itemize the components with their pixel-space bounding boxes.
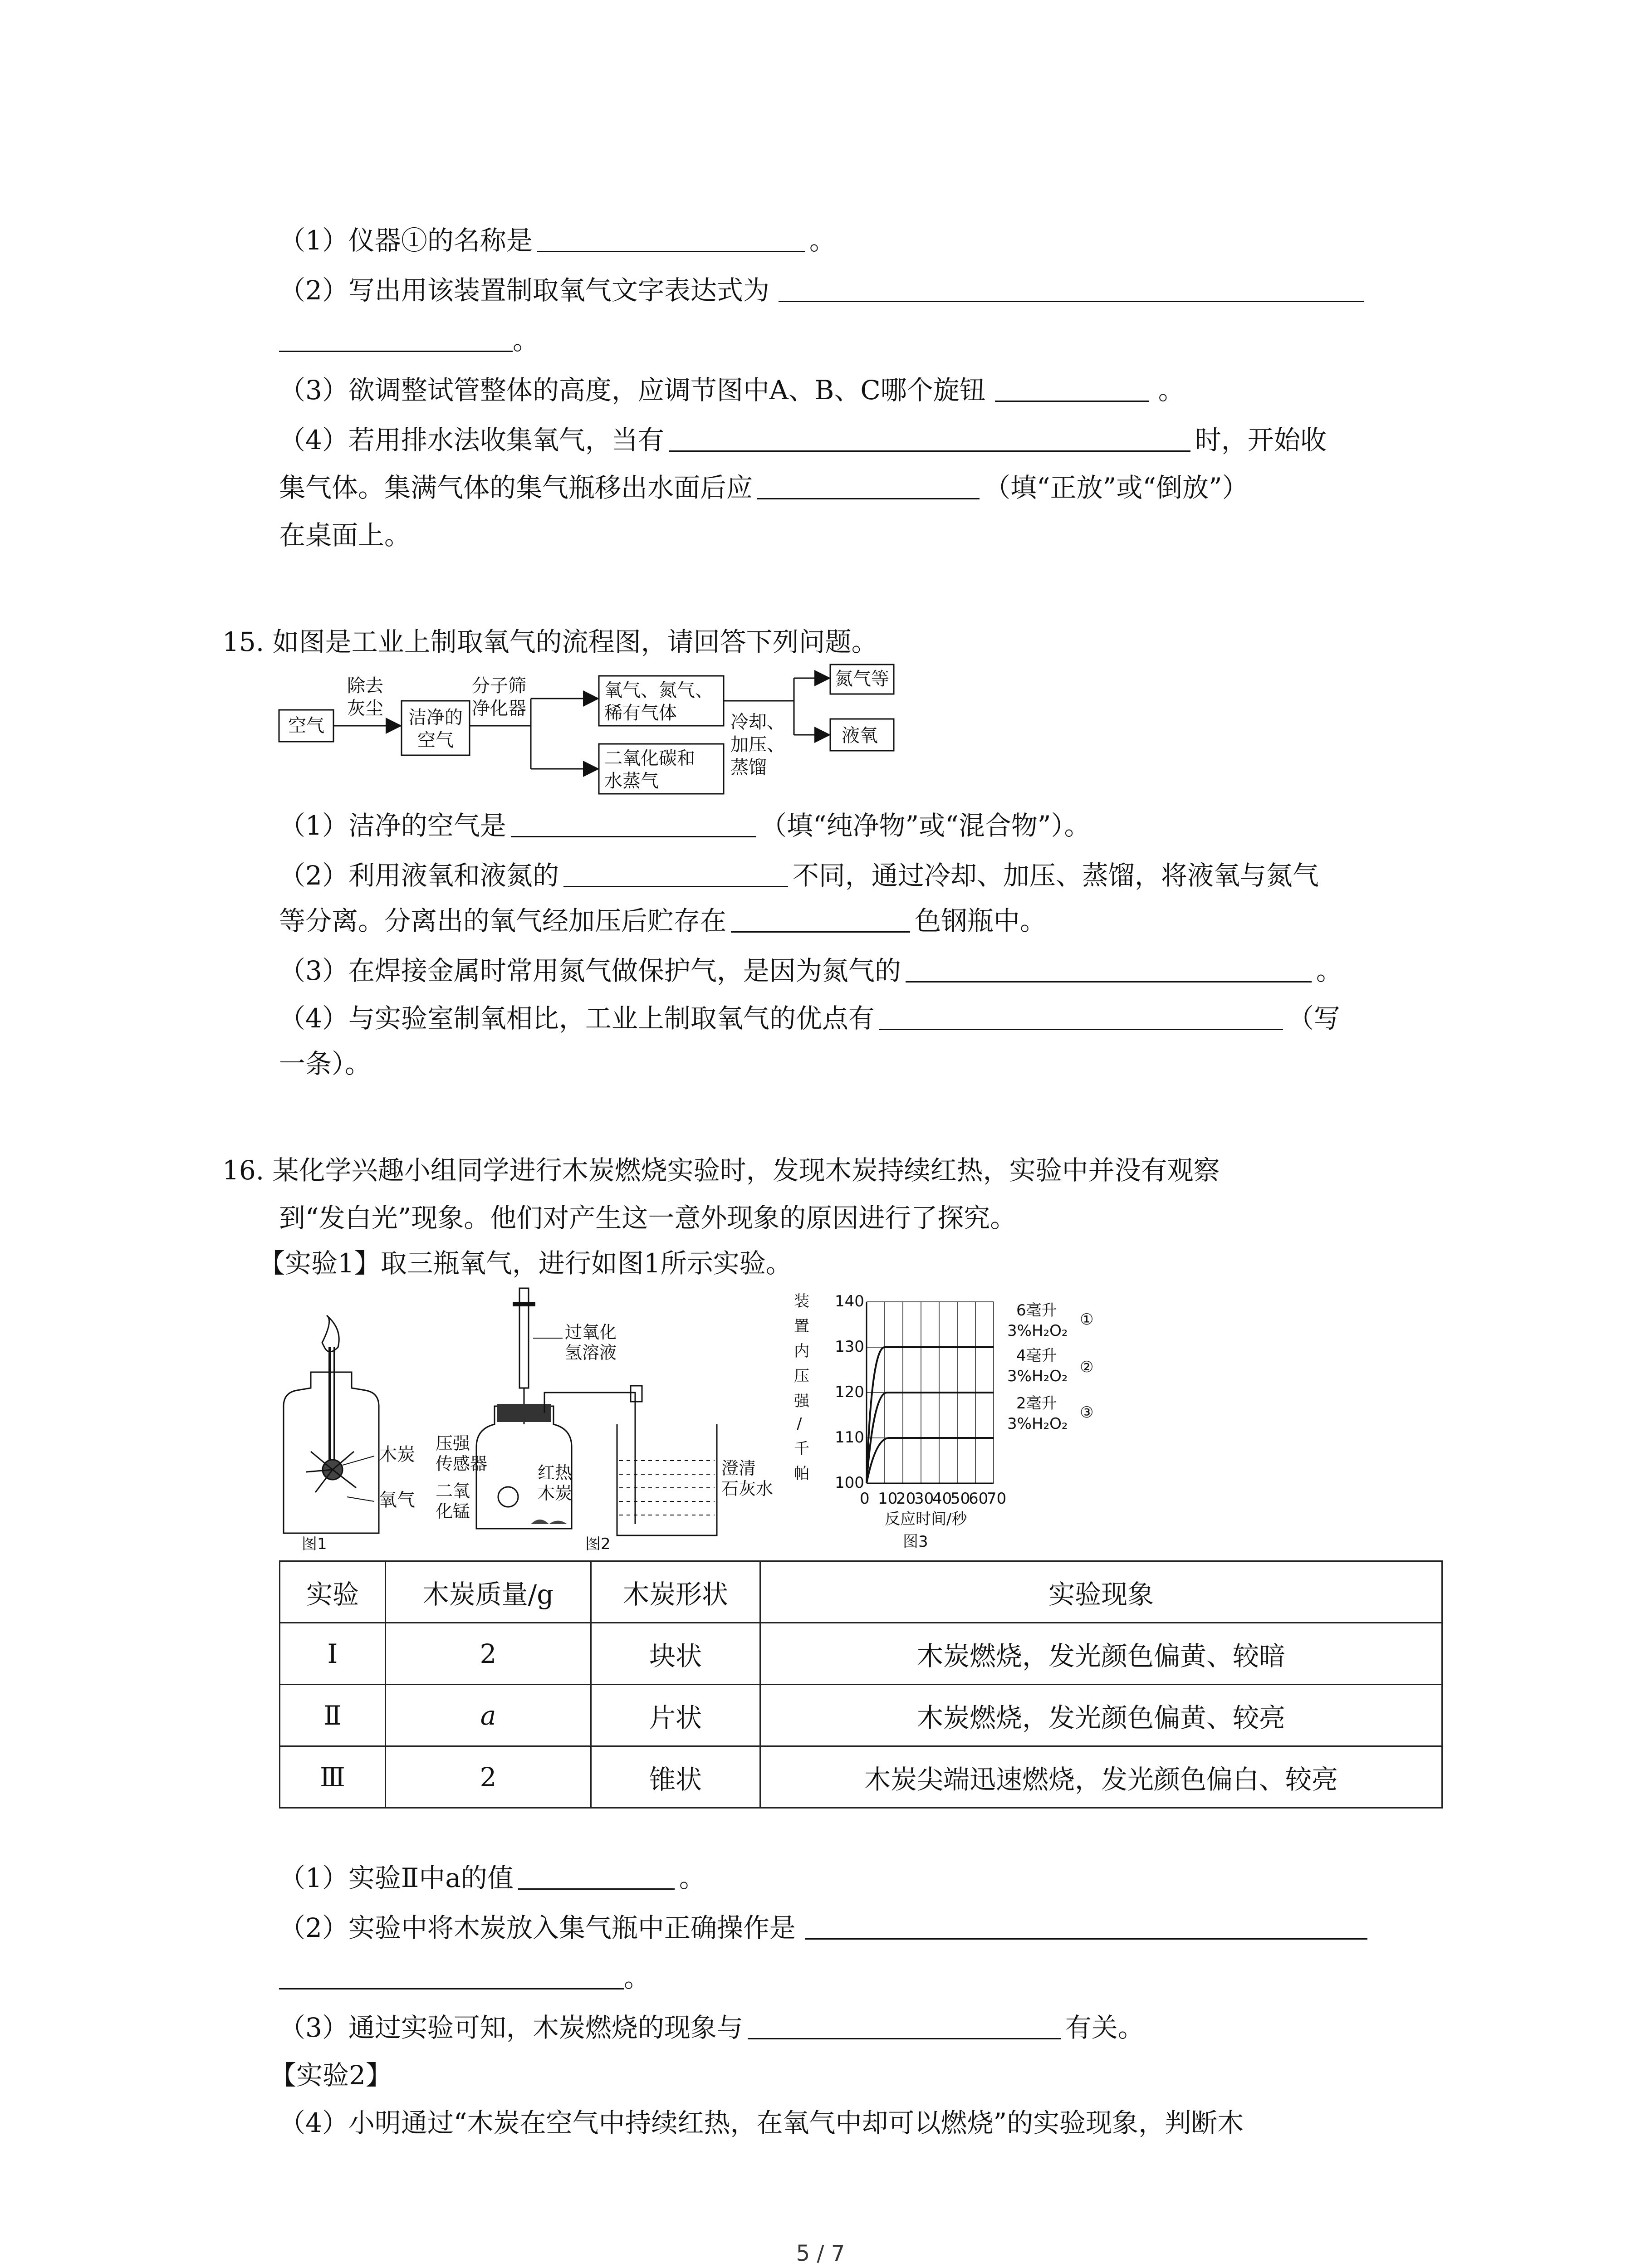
answer-blank[interactable] — [805, 1910, 1367, 1940]
nitrogen-label: 氮气等 — [835, 669, 889, 689]
svg-text:装: 装 — [794, 1292, 809, 1310]
y-tick-120: 120 — [835, 1383, 864, 1401]
q15-stem: 15. 如图是工业上制取氧气的流程图，请回答下列问题。 — [222, 626, 878, 657]
q16-part3: （3）通过实验可知，木炭燃烧的现象与 有关。 — [279, 2009, 1144, 2046]
x-tick-20: 20 — [896, 1490, 916, 1508]
cell-experiment: Ⅲ — [280, 1746, 386, 1808]
cell-mass: 2 — [386, 1623, 591, 1685]
q14-part4: （4）若用排水法收集氧气，当有 时，开始收 — [279, 422, 1327, 458]
delivery-tube — [544, 1393, 635, 1433]
svg-text:强: 强 — [794, 1392, 809, 1410]
cell-shape: 锥状 — [591, 1746, 760, 1808]
header-experiment: 实验 — [280, 1561, 386, 1623]
label-hot-charcoal-1: 红热 — [538, 1463, 573, 1483]
legend-4ml-2: 3%H₂O₂ — [1007, 1367, 1068, 1385]
q16-part2-cont: 。 — [279, 1960, 650, 1996]
answer-blank[interactable] — [995, 372, 1149, 402]
label-h2o2-1: 过氧化 — [565, 1322, 617, 1342]
y-axis-label — [794, 1292, 810, 1483]
header-mass: 木炭质量/g — [386, 1561, 591, 1623]
q14-part2-cont: 。 — [279, 322, 539, 358]
cell-phenomenon: 木炭燃烧，发光颜色偏黄、较亮 — [760, 1685, 1442, 1746]
q15-part2: （2）利用液氧和液氮的 不同，通过冷却、加压、蒸馏，将液氧与氮气 — [279, 857, 1319, 894]
step-distill-3: 蒸馏 — [730, 757, 767, 778]
svg-text:千: 千 — [794, 1440, 809, 1458]
q14-part3: （3）欲调整试管整体的高度，应调节图中A、B、C哪个旋钮 。 — [279, 372, 1185, 408]
x-tick-10: 10 — [878, 1490, 898, 1508]
x-tick-30: 30 — [914, 1490, 934, 1508]
cell-experiment: Ⅰ — [280, 1623, 386, 1685]
q15-part4: （4）与实验室制氧相比，工业上制取氧气的优点有 （写 — [279, 1000, 1340, 1036]
y-tick-130: 130 — [835, 1338, 864, 1356]
answer-blank[interactable] — [906, 953, 1312, 982]
label-oxygen: 氧气 — [379, 1490, 415, 1510]
charcoal-piece — [498, 1487, 518, 1507]
co2-water-1: 二氧化碳和 — [604, 748, 695, 769]
table-header-row — [280, 1561, 1442, 1623]
table-row — [280, 1623, 1442, 1685]
co2-water-2: 水蒸气 — [604, 771, 659, 792]
step-dedust-2: 灰尘 — [347, 698, 383, 719]
header-shape: 木炭形状 — [591, 1561, 760, 1623]
q16-part4: （4）小明通过“木炭在空气中持续红热，在氧气中却可以燃烧”的实验现象，判断木 — [279, 2107, 1244, 2138]
svg-text:压: 压 — [794, 1367, 809, 1385]
y-tick-110: 110 — [835, 1428, 864, 1447]
legend-6ml-num: ① — [1080, 1310, 1094, 1329]
liquid-oxygen-label: 液氧 — [842, 725, 878, 746]
legend-2ml-1: 2毫升 — [1016, 1394, 1057, 1413]
label-limewater-2: 石灰水 — [721, 1479, 774, 1499]
answer-blank[interactable] — [757, 470, 980, 499]
q16-stem: 16. 某化学兴趣小组同学进行木炭燃烧实验时，发现木炭持续红热，实验中并没有观察 — [222, 1155, 1220, 1186]
legend-6ml-1: 6毫升 — [1016, 1301, 1057, 1320]
step-distill-1: 冷却、 — [730, 712, 785, 733]
label-h2o2-2: 氢溶液 — [565, 1343, 617, 1363]
label-mno2-2: 化锰 — [436, 1501, 470, 1521]
step-dedust-1: 除去 — [347, 675, 383, 696]
air-label: 空气 — [288, 715, 324, 736]
figure2-pressure-apparatus — [436, 1288, 774, 1553]
cell-experiment: Ⅱ — [280, 1685, 386, 1746]
cell-shape: 块状 — [591, 1623, 760, 1685]
answer-blank[interactable] — [731, 903, 910, 933]
legend-6ml-2: 3%H₂O₂ — [1007, 1322, 1068, 1340]
answer-blank[interactable] — [511, 808, 756, 837]
q16-experiment1: 【实验1】取三瓶氧气，进行如图1所示实验。 — [259, 1248, 792, 1279]
header-phenomenon: 实验现象 — [760, 1561, 1442, 1623]
answer-blank[interactable] — [279, 1960, 624, 1989]
series-2ml — [867, 1438, 994, 1483]
caption-fig2: 图2 — [585, 1535, 611, 1553]
x-tick-40: 40 — [932, 1490, 952, 1508]
q15-part1: （1）洁净的空气是 （填“纯净物”或“混合物”）。 — [279, 807, 1091, 844]
cell-phenomenon: 木炭尖端迅速燃烧，发光颜色偏白、较亮 — [760, 1746, 1442, 1808]
industrial-oxygen-flowchart — [277, 671, 953, 798]
label-sensor-2: 传感器 — [436, 1454, 488, 1474]
legend-4ml-num: ② — [1080, 1358, 1094, 1376]
answer-blank[interactable] — [779, 273, 1364, 302]
step-sieve-1: 分子筛 — [472, 675, 526, 696]
q14-part4-cont: 集气体。集满气体的集气瓶移出水面后应 （填“正放”或“倒放”） — [279, 469, 1249, 506]
x-tick-60: 60 — [969, 1490, 989, 1508]
legend-2ml-2: 3%H₂O₂ — [1007, 1415, 1068, 1433]
mixed-gas-2: 稀有气体 — [604, 703, 677, 723]
answer-blank[interactable] — [879, 1001, 1283, 1030]
q14-part2: （2）写出用该装置制取氧气文字表达式为 — [279, 272, 1364, 308]
x-tick-70: 70 — [987, 1490, 1007, 1508]
figure3-pressure-chart — [780, 1288, 1125, 1551]
q14-part1: （1）仪器①的名称是 。 — [279, 222, 836, 259]
answer-blank[interactable] — [563, 858, 788, 887]
cell-shape: 片状 — [591, 1685, 760, 1746]
label-limewater-1: 澄清 — [721, 1458, 756, 1478]
cell-phenomenon: 木炭燃烧，发光颜色偏黄、较暗 — [760, 1623, 1442, 1685]
answer-blank[interactable] — [518, 1860, 675, 1890]
q16-part1: （1）实验Ⅱ中a的值 。 — [279, 1860, 705, 1896]
q16-stem-cont: 到“发白光”现象。他们对产生这一意外现象的原因进行了探究。 — [279, 1202, 1017, 1233]
tongs-hand — [322, 1315, 339, 1352]
svg-text:/: / — [797, 1415, 802, 1433]
label-charcoal: 木炭 — [379, 1444, 415, 1465]
page-number: 5 / 7 — [796, 2241, 845, 2266]
table-row — [280, 1685, 1442, 1746]
label-hot-charcoal-2: 木炭 — [538, 1483, 573, 1503]
mixed-gas-1: 氧气、氮气、 — [604, 680, 713, 701]
answer-blank[interactable] — [748, 2010, 1061, 2039]
q14-part4-end: 在桌面上。 — [279, 520, 411, 551]
legend-2ml-num: ③ — [1080, 1403, 1094, 1422]
table-row — [280, 1746, 1442, 1808]
cell-mass: a — [386, 1685, 591, 1746]
clean-air-1: 洁净的 — [408, 707, 463, 728]
q15-part2-cont: 等分离。分离出的氧气经加压后贮存在 色钢瓶中。 — [279, 903, 1046, 939]
y-tick-140: 140 — [835, 1292, 864, 1310]
experiment-table — [279, 1560, 1443, 1809]
q16-part2: （2）实验中将木炭放入集气瓶中正确操作是 — [279, 1910, 1367, 1946]
answer-blank[interactable] — [279, 323, 513, 352]
caption-fig1: 图1 — [302, 1535, 327, 1553]
label-mno2-1: 二氧 — [436, 1481, 470, 1501]
cell-mass: 2 — [386, 1746, 591, 1808]
q15-part4-end: 一条）。 — [279, 1048, 372, 1079]
svg-text:置: 置 — [794, 1317, 809, 1335]
x-tick-50: 50 — [950, 1490, 970, 1508]
step-sieve-2: 净化器 — [472, 698, 526, 719]
x-axis-label: 反应时间/秒 — [885, 1510, 967, 1528]
beaker — [617, 1424, 717, 1535]
q16-experiment2: 【实验2】 — [270, 2060, 392, 2091]
x-tick-0: 0 — [860, 1490, 870, 1508]
y-tick-100: 100 — [835, 1474, 864, 1492]
svg-text:内: 内 — [794, 1342, 809, 1360]
figure1-charcoal-bottle — [279, 1315, 429, 1551]
step-distill-2: 加压、 — [730, 734, 785, 755]
caption-fig3: 图3 — [903, 1533, 928, 1551]
answer-blank[interactable] — [537, 223, 805, 252]
q15-part3: （3）在焊接金属时常用氮气做保护气，是因为氮气的 。 — [279, 953, 1342, 989]
clean-air-2: 空气 — [417, 730, 454, 751]
series-6ml — [867, 1347, 994, 1483]
label-sensor-1: 压强 — [436, 1433, 470, 1453]
svg-text:帕: 帕 — [794, 1465, 809, 1483]
legend-4ml-1: 4毫升 — [1016, 1347, 1057, 1365]
answer-blank[interactable] — [669, 422, 1190, 452]
